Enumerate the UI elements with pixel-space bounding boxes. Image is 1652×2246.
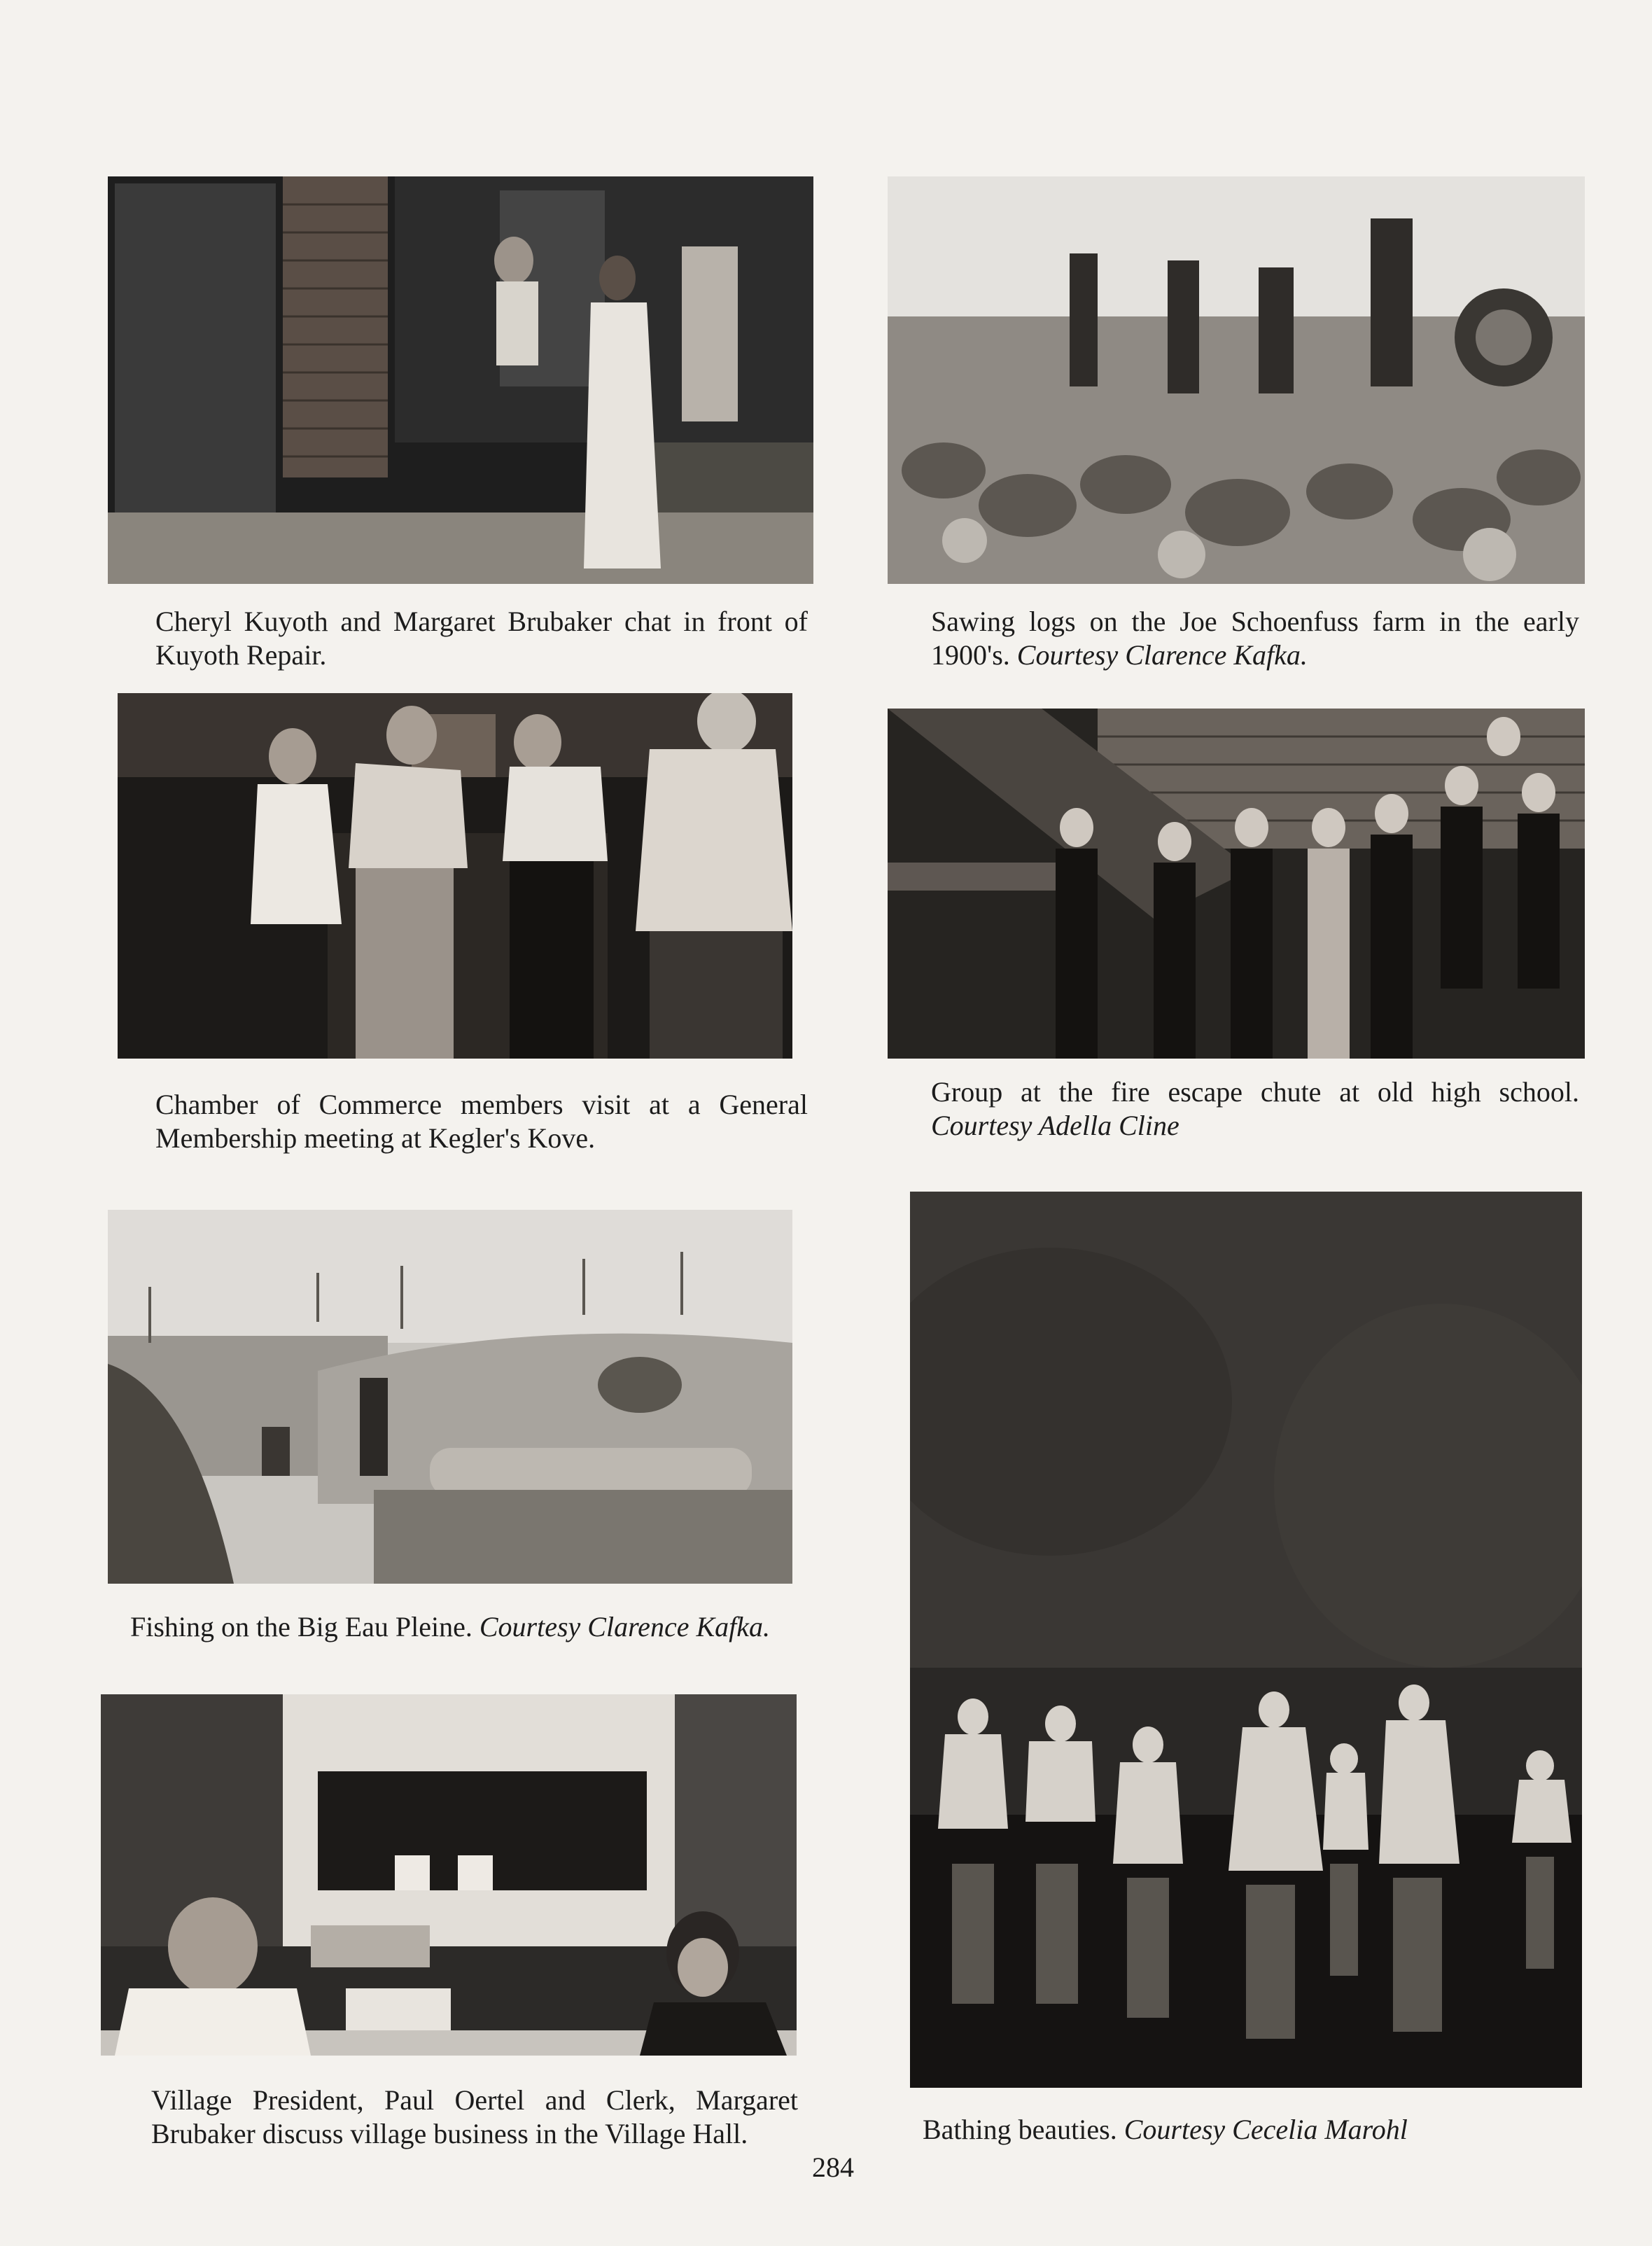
photo-kuyoth-repair [108,176,813,584]
photo-credit: Courtesy Adella Cline [931,1110,1180,1141]
photo-fishing [108,1210,792,1584]
caption-text: Sawing logs on the Joe Schoenfuss farm in the early 1900's. [931,606,1579,671]
photo-village-hall [101,1694,797,2056]
caption-text: Cheryl Kuyoth and Margaret Brubaker chat in front of Kuyoth Repair. [155,606,808,671]
caption-text: Fishing on the Big Eau Pleine. [130,1611,472,1642]
caption-sawing-logs [876,605,1579,672]
caption-text: Village President, Paul Oertel and Clerk, Margaret Brubaker discuss village business in the Village Hall. [151,2084,798,2149]
caption-fishing [108,1610,792,1644]
caption-village-hall [97,2084,798,2151]
photo-sawing-logs [888,176,1585,584]
caption-text: Bathing beauties. [923,2114,1117,2145]
caption-text: Group at the fire escape chute at old high school. [931,1076,1579,1108]
photo-fire-escape-chute [888,709,1585,1059]
page-number: 284 [812,2151,854,2183]
caption-text: Chamber of Commerce members visit at a General Membership meeting at Kegler's Kove. [155,1089,808,1154]
caption-fire-escape-chute [876,1075,1579,1143]
caption-chamber-meeting [101,1088,808,1155]
caption-kuyoth-repair [101,605,808,672]
photo-credit: Courtesy Clarence Kafka. [479,1611,770,1642]
photo-credit: Courtesy Cecelia Marohl [1124,2114,1408,2145]
caption-bathing-beauties [923,2113,1581,2147]
photo-credit: Courtesy Clarence Kafka. [1016,639,1308,671]
photo-chamber-meeting [118,693,792,1059]
photo-bathing-beauties [910,1192,1582,2088]
